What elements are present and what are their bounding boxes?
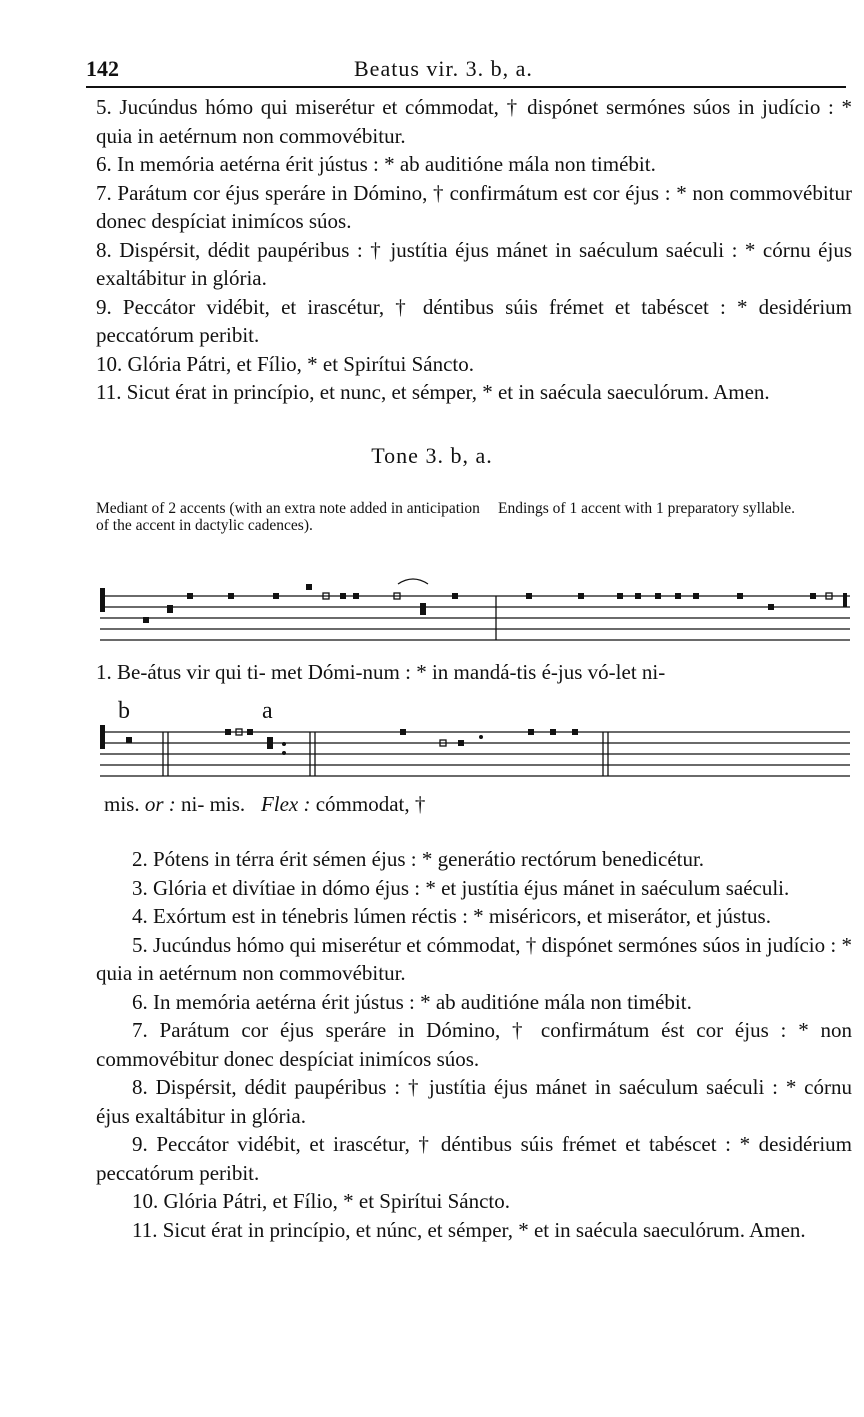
verses-bottom: [96, 845, 852, 1244]
ending-neumes: [100, 725, 578, 755]
lyric-flex: Flex :: [260, 792, 311, 816]
verse: 8. Dispérsit, dédit paupéribus : † justítia éjus mánet in saéculum saéculi : * córnu éjus exaltábitur in glória.: [96, 237, 852, 290]
lyric-mis: mis.: [104, 792, 140, 816]
page-number: 142: [86, 56, 119, 81]
verse: 5. Jucúndus hómo qui miserétur et cómmodat, † dispónet sermónes súos in judício : * quia in aetérnum non commovébitur.: [96, 95, 852, 148]
verse: 6. In memória aetérna érit jústus : * ab auditióne mála non timébit.: [132, 989, 692, 1014]
tone-title: Tone 3. b, a.: [371, 443, 493, 468]
chant-lyrics-line-1: 1. Be-átus vir qui ti- met Dómi-num : * in mandá-tis é-jus vó-let ni-: [96, 660, 666, 684]
running-title: Beatus vir. 3. b, a.: [354, 56, 533, 81]
chant-lyrics-line-2: [104, 792, 425, 817]
verse: 2. Pótens in térra érit sémen éjus : * generátio rectórum benedicétur.: [132, 847, 705, 871]
mediant-note: Mediant of 2 accents (with an extra note added in anticipation of the accent in dactylic cadences).: [96, 500, 480, 534]
ending-label-b: b: [118, 698, 130, 724]
verse: 3. Glória et divítiae in dómo éjus : * et justítia éjus mánet in saéculum saéculi.: [132, 875, 790, 900]
verse: 4. Exórtum est in ténebris lúmen réctis : * miséricors, et miserátor, et jústus.: [132, 904, 771, 928]
verse: 9. Peccátor vidébit, et irascétur, † déntibus súis frémet et tabéscet : * desidérium peccatórum peribit.: [96, 1132, 852, 1185]
verse: 9. Peccátor vidébit, et irascétur, † déntibus súis frémet et tabéscet : * desidérium peccatórum peribit.: [96, 294, 852, 347]
verse: 10. Glória Pátri, et Fílio, * et Spirítui Sáncto.: [132, 1189, 510, 1213]
verse: 7. Parátum cor éjus speráre in Dómino, † confirmátum ést cor éjus : * non commovébitur donec despíciat inimícos súos.: [96, 1018, 852, 1071]
verse: 7. Parátum cor éjus speráre in Dómino, † confirmátum est cor éjus : * non commovébitur donec despíciat inimícos súos.: [96, 180, 852, 233]
lyric-flex-word: cómmodat, †: [315, 792, 426, 816]
ending-label-a: a: [262, 698, 273, 724]
lyric-or: or :: [144, 792, 176, 816]
verse: 8. Dispérsit, dédit paupéribus : † justítia éjus mánet in saéculum saéculi : * córnu éjus exaltábitur in glória.: [96, 1075, 852, 1128]
endings-note: Endings of 1 accent with 1 preparatory syllable.: [498, 500, 795, 517]
verse: 6. In memória aetérna érit jústus : * ab auditióne mála non timébit.: [96, 152, 656, 176]
verse: 11. Sicut érat in princípio, et nunc, et sémper, * et in saécula saeculórum. Amen.: [96, 380, 770, 404]
verse: 5. Jucúndus hómo qui miserétur et cómmodat, † dispónet sermónes súos in judício : * quia in aetérnum non commovébitur.: [96, 932, 852, 985]
verse: 10. Glória Pátri, et Fílio, * et Spirítui Sáncto.: [96, 351, 474, 376]
verse: 11. Sicut érat in princípio, et núnc, et sémper, * et in saécula saeculórum. Amen.: [132, 1217, 806, 1242]
lyric-nimis: ni- mis.: [181, 792, 246, 816]
